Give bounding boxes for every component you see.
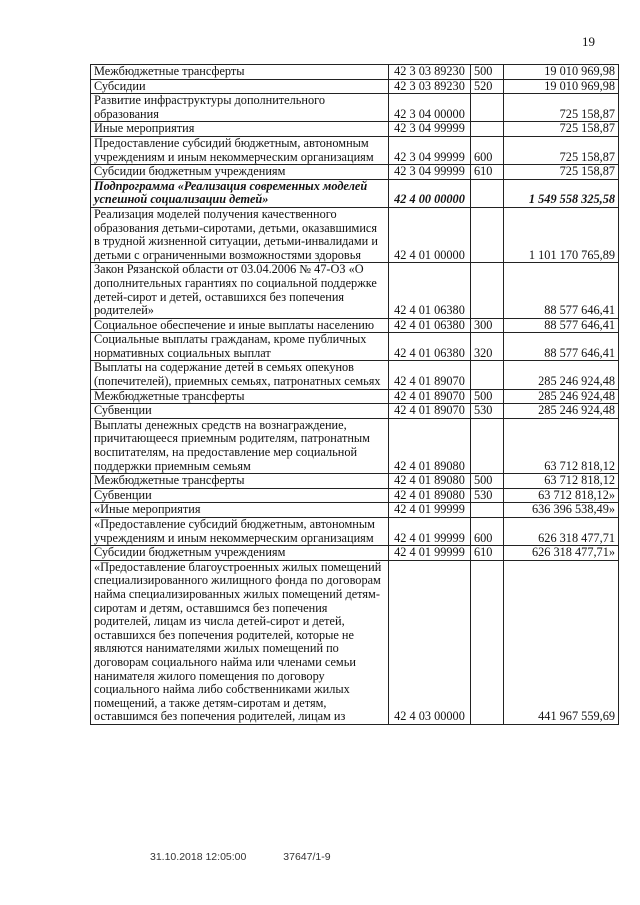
row-code: 42 3 03 89230 bbox=[389, 65, 471, 80]
row-kind: 600 bbox=[471, 136, 504, 164]
row-name: Межбюджетные трансферты bbox=[91, 389, 389, 404]
row-code: 42 4 01 89070 bbox=[389, 389, 471, 404]
row-amount: 725 158,87 bbox=[504, 94, 619, 122]
row-amount: 626 318 477,71 bbox=[504, 518, 619, 546]
row-code: 42 3 03 89230 bbox=[389, 79, 471, 94]
row-name: Межбюджетные трансферты bbox=[91, 65, 389, 80]
footer-doc-ref: 37647/1-9 bbox=[283, 851, 331, 863]
row-code: 42 4 01 89080 bbox=[389, 474, 471, 489]
row-name: Предоставление субсидий бюджетным, автономным учреждениям и иным некоммерческим организациям bbox=[91, 136, 389, 164]
row-amount: 88 577 646,41 bbox=[504, 263, 619, 318]
row-amount: 725 158,87 bbox=[504, 136, 619, 164]
row-name: Иные мероприятия bbox=[91, 122, 389, 137]
table-row bbox=[91, 122, 619, 137]
table-row bbox=[91, 518, 619, 546]
row-code: 42 4 03 00000 bbox=[389, 560, 471, 724]
row-amount: 63 712 818,12 bbox=[504, 418, 619, 473]
footer-timestamp: 31.10.2018 12:05:00 bbox=[150, 851, 247, 863]
table-row bbox=[91, 560, 619, 724]
row-name: Субвенции bbox=[91, 488, 389, 503]
row-amount: 285 246 924,48 bbox=[504, 404, 619, 419]
row-kind: 500 bbox=[471, 65, 504, 80]
row-amount: 63 712 818,12» bbox=[504, 488, 619, 503]
table-row bbox=[91, 94, 619, 122]
row-amount: 285 246 924,48 bbox=[504, 361, 619, 389]
row-name: Субсидии бюджетным учреждениям bbox=[91, 546, 389, 561]
table-row bbox=[91, 474, 619, 489]
row-kind: 300 bbox=[471, 318, 504, 333]
table-row bbox=[91, 65, 619, 80]
row-kind bbox=[471, 263, 504, 318]
row-code: 42 4 01 99999 bbox=[389, 546, 471, 561]
row-code: 42 4 01 00000 bbox=[389, 207, 471, 262]
row-kind: 600 bbox=[471, 518, 504, 546]
table-row bbox=[91, 546, 619, 561]
row-code: 42 3 04 99999 bbox=[389, 122, 471, 137]
table-row bbox=[91, 263, 619, 318]
row-name: «Иные мероприятия bbox=[91, 503, 389, 518]
row-amount: 636 396 538,49» bbox=[504, 503, 619, 518]
row-kind: 500 bbox=[471, 389, 504, 404]
row-kind: 530 bbox=[471, 404, 504, 419]
table-row bbox=[91, 389, 619, 404]
row-code: 42 4 01 99999 bbox=[389, 518, 471, 546]
row-code: 42 4 01 89070 bbox=[389, 361, 471, 389]
row-amount: 88 577 646,41 bbox=[504, 333, 619, 361]
row-name: Развитие инфраструктуры дополнительного образования bbox=[91, 94, 389, 122]
row-amount: 1 101 170 765,89 bbox=[504, 207, 619, 262]
row-name: Закон Рязанской области от 03.04.2006 № 47-ОЗ «О дополнительных гарантиях по социальной поддержке детей-сирот и детей, оставшихся без попечения родителей» bbox=[91, 263, 389, 318]
row-kind bbox=[471, 503, 504, 518]
row-kind: 520 bbox=[471, 79, 504, 94]
table-row bbox=[91, 488, 619, 503]
row-kind bbox=[471, 94, 504, 122]
row-amount: 19 010 969,98 bbox=[504, 79, 619, 94]
row-kind bbox=[471, 179, 504, 207]
row-code: 42 4 01 06380 bbox=[389, 333, 471, 361]
table-row bbox=[91, 333, 619, 361]
row-name: Социальное обеспечение и иные выплаты населению bbox=[91, 318, 389, 333]
table-row bbox=[91, 136, 619, 164]
row-code: 42 3 04 99999 bbox=[389, 165, 471, 180]
row-code: 42 3 04 00000 bbox=[389, 94, 471, 122]
row-name: Субсидии bbox=[91, 79, 389, 94]
row-amount: 1 549 558 325,58 bbox=[504, 179, 619, 207]
row-amount: 441 967 559,69 bbox=[504, 560, 619, 724]
budget-table bbox=[90, 64, 619, 725]
table-row bbox=[91, 165, 619, 180]
row-code: 42 4 01 89080 bbox=[389, 488, 471, 503]
row-name: Выплаты денежных средств на вознаграждение, причитающееся приемным родителям, патронатным воспитателям, на предоставление мер социальной поддержки приемным семьям bbox=[91, 418, 389, 473]
row-name: Субвенции bbox=[91, 404, 389, 419]
row-code: 42 3 04 99999 bbox=[389, 136, 471, 164]
row-code: 42 4 01 89080 bbox=[389, 418, 471, 473]
row-amount: 19 010 969,98 bbox=[504, 65, 619, 80]
row-kind bbox=[471, 418, 504, 473]
row-code: 42 4 01 89070 bbox=[389, 404, 471, 419]
page-number: 19 bbox=[582, 34, 595, 49]
row-name: Подпрограмма «Реализация современных моделей успешной социализации детей» bbox=[91, 179, 389, 207]
table-row bbox=[91, 207, 619, 262]
subprogram-row bbox=[91, 179, 619, 207]
row-amount: 725 158,87 bbox=[504, 122, 619, 137]
table-row bbox=[91, 404, 619, 419]
row-name: Выплаты на содержание детей в семьях опекунов (попечителей), приемных семьях, патронатных семьях bbox=[91, 361, 389, 389]
row-kind: 610 bbox=[471, 165, 504, 180]
row-kind: 530 bbox=[471, 488, 504, 503]
row-kind: 500 bbox=[471, 474, 504, 489]
row-code: 42 4 01 99999 bbox=[389, 503, 471, 518]
row-kind bbox=[471, 122, 504, 137]
table-row bbox=[91, 418, 619, 473]
row-name: «Предоставление благоустроенных жилых помещений специализированного жилищного фонда по договорам найма специализированных жилых помещений детям-сиротам и детям, оставшимся без попечения родителей, лицам из числа детей-сирот и детей, оставшихся без попечения родителей, которые не являются нанимателями жилых помещений по договорам социального найма или членами семьи нанимателя жилого помещения по договору социального найма либо собственниками жилых помещений, а также детям-сиротам и детям, оставшимся без попечения родителей, лицам из bbox=[91, 560, 389, 724]
row-amount: 63 712 818,12 bbox=[504, 474, 619, 489]
row-name: Социальные выплаты гражданам, кроме публичных нормативных социальных выплат bbox=[91, 333, 389, 361]
row-amount: 725 158,87 bbox=[504, 165, 619, 180]
row-kind: 320 bbox=[471, 333, 504, 361]
row-kind bbox=[471, 207, 504, 262]
row-name: Субсидии бюджетным учреждениям bbox=[91, 165, 389, 180]
table-row bbox=[91, 318, 619, 333]
row-amount: 285 246 924,48 bbox=[504, 389, 619, 404]
table-row bbox=[91, 361, 619, 389]
row-kind bbox=[471, 560, 504, 724]
document-footer bbox=[150, 851, 331, 863]
row-kind: 610 bbox=[471, 546, 504, 561]
table-row bbox=[91, 503, 619, 518]
row-amount: 626 318 477,71» bbox=[504, 546, 619, 561]
row-kind bbox=[471, 361, 504, 389]
row-name: Межбюджетные трансферты bbox=[91, 474, 389, 489]
row-code: 42 4 01 06380 bbox=[389, 263, 471, 318]
row-amount: 88 577 646,41 bbox=[504, 318, 619, 333]
row-name: Реализация моделей получения качественного образования детьми-сиротами, детьми, оказавшимися в трудной жизненной ситуации, детьми-инвалидами и детьми с ограниченными возможностями здоровья bbox=[91, 207, 389, 262]
row-name: «Предоставление субсидий бюджетным, автономным учреждениям и иным некоммерческим организациям bbox=[91, 518, 389, 546]
row-code: 42 4 01 06380 bbox=[389, 318, 471, 333]
table-row bbox=[91, 79, 619, 94]
row-code: 42 4 00 00000 bbox=[389, 179, 471, 207]
